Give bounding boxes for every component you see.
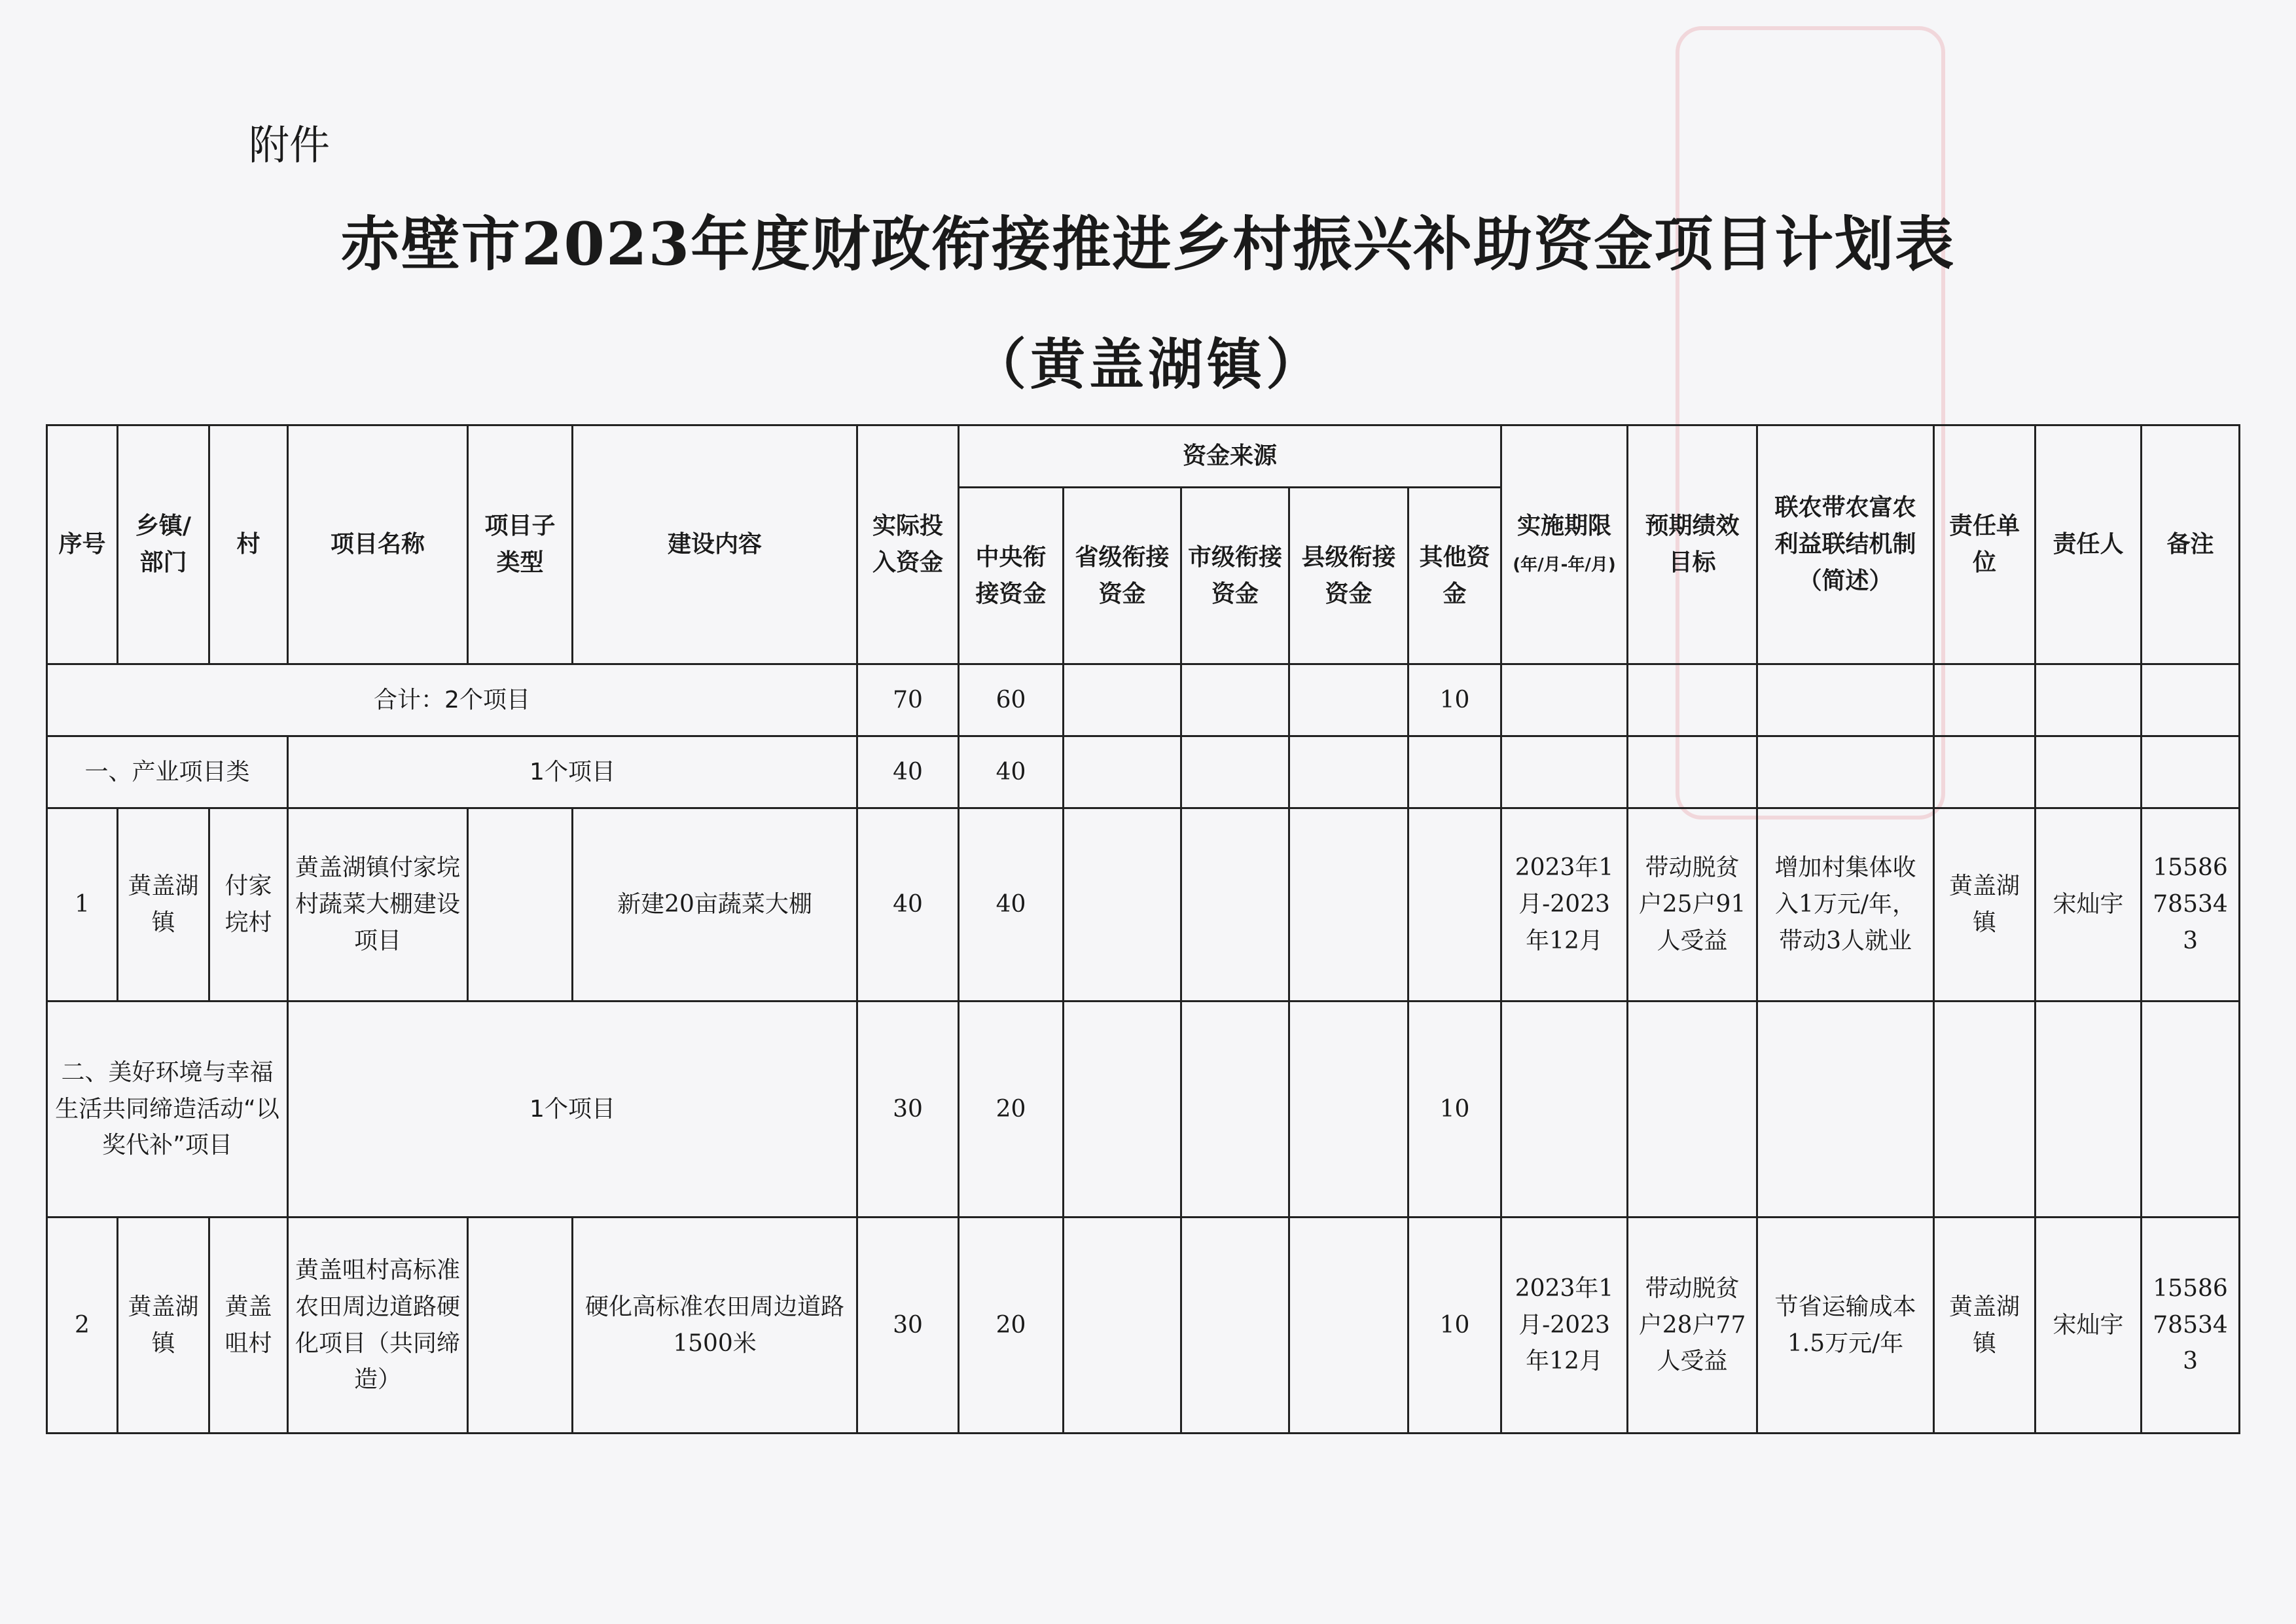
header-period-note: (年/月-年/月) bbox=[1513, 555, 1616, 575]
section-other: 10 bbox=[1408, 1001, 1501, 1218]
header-city: 市级衔接资金 bbox=[1181, 488, 1289, 664]
section-row bbox=[47, 1001, 2240, 1218]
section-provincial bbox=[1064, 736, 1181, 808]
section-city bbox=[1181, 1001, 1289, 1218]
section-central: 20 bbox=[959, 1001, 1064, 1218]
item-target: 带动脱贫户28户77人受益 bbox=[1628, 1218, 1757, 1434]
section-county bbox=[1289, 736, 1408, 808]
item-city bbox=[1181, 1218, 1289, 1434]
page-title: 赤壁市2023年度财政衔接推进乡村振兴补助资金项目计划表 bbox=[340, 209, 1956, 279]
item-mechanism: 节省运输成本1.5万元/年 bbox=[1757, 1218, 1934, 1434]
header-town: 乡镇/部门 bbox=[118, 425, 209, 664]
total-person bbox=[2036, 664, 2142, 736]
total-central: 60 bbox=[959, 664, 1064, 736]
item-name: 黄盖湖镇付家垸村蔬菜大棚建设项目 bbox=[288, 808, 468, 1001]
header-project-name: 项目名称 bbox=[288, 425, 468, 664]
total-county bbox=[1289, 664, 1408, 736]
item-other: 10 bbox=[1408, 1218, 1501, 1434]
total-mechanism bbox=[1757, 664, 1934, 736]
section-county bbox=[1289, 1001, 1408, 1218]
section-unit bbox=[1934, 1001, 2036, 1218]
item-unit: 黄盖湖镇 bbox=[1934, 1218, 2036, 1434]
header-remarks: 备注 bbox=[2142, 425, 2240, 664]
section-period bbox=[1501, 736, 1628, 808]
item-provincial bbox=[1064, 808, 1181, 1001]
header-target: 预期绩效目标 bbox=[1628, 425, 1757, 664]
total-remarks bbox=[2142, 664, 2240, 736]
header-person: 责任人 bbox=[2036, 425, 2142, 664]
item-provincial bbox=[1064, 1218, 1181, 1434]
header-fund-source: 资金来源 bbox=[959, 425, 1501, 488]
page-subtitle: （黄盖湖镇） bbox=[971, 332, 1325, 397]
section-person bbox=[2036, 736, 2142, 808]
section-other bbox=[1408, 736, 1501, 808]
item-other bbox=[1408, 808, 1501, 1001]
item-person: 宋灿宇 bbox=[2036, 1218, 2142, 1434]
item-subtype bbox=[468, 808, 573, 1001]
total-target bbox=[1628, 664, 1757, 736]
header-period bbox=[1501, 425, 1628, 664]
item-target: 带动脱贫户25户91人受益 bbox=[1628, 808, 1757, 1001]
item-mechanism: 增加村集体收入1万元/年，带动3人就业 bbox=[1757, 808, 1934, 1001]
item-village: 付家垸村 bbox=[209, 808, 288, 1001]
section-target bbox=[1628, 1001, 1757, 1218]
item-central: 40 bbox=[959, 808, 1064, 1001]
header-subtype: 项目子类型 bbox=[468, 425, 573, 664]
item-central: 20 bbox=[959, 1218, 1064, 1434]
section-period bbox=[1501, 1001, 1628, 1218]
section-target bbox=[1628, 736, 1757, 808]
item-actual: 30 bbox=[857, 1218, 959, 1434]
project-plan-table bbox=[46, 424, 2240, 1434]
item-subtype bbox=[468, 1218, 573, 1434]
total-label: 合计：2个项目 bbox=[47, 664, 857, 736]
item-seq: 2 bbox=[47, 1218, 118, 1434]
header-row-1 bbox=[47, 425, 2240, 488]
section-mechanism bbox=[1757, 1001, 1934, 1218]
item-town: 黄盖湖镇 bbox=[118, 1218, 209, 1434]
item-village: 黄盖咀村 bbox=[209, 1218, 288, 1434]
attachment-label: 附件 bbox=[249, 121, 331, 169]
section-central: 40 bbox=[959, 736, 1064, 808]
item-content: 硬化高标准农田周边道路1500米 bbox=[573, 1218, 857, 1434]
total-period bbox=[1501, 664, 1628, 736]
total-other: 10 bbox=[1408, 664, 1501, 736]
item-period: 2023年1月-2023年12月 bbox=[1501, 1218, 1628, 1434]
section-mechanism bbox=[1757, 736, 1934, 808]
table-row bbox=[47, 1218, 2240, 1434]
section-remarks bbox=[2142, 736, 2240, 808]
section-count: 1个项目 bbox=[288, 1001, 857, 1218]
item-period: 2023年1月-2023年12月 bbox=[1501, 808, 1628, 1001]
item-seq: 1 bbox=[47, 808, 118, 1001]
section-actual: 30 bbox=[857, 1001, 959, 1218]
header-unit: 责任单位 bbox=[1934, 425, 2036, 664]
header-central: 中央衔接资金 bbox=[959, 488, 1064, 664]
total-unit bbox=[1934, 664, 2036, 736]
item-unit: 黄盖湖镇 bbox=[1934, 808, 2036, 1001]
total-city bbox=[1181, 664, 1289, 736]
header-actual-investment: 实际投入资金 bbox=[857, 425, 959, 664]
item-town: 黄盖湖镇 bbox=[118, 808, 209, 1001]
section-unit bbox=[1934, 736, 2036, 808]
section-label: 二、美好环境与幸福生活共同缔造活动“以奖代补”项目 bbox=[47, 1001, 288, 1218]
header-village: 村 bbox=[209, 425, 288, 664]
item-person: 宋灿宇 bbox=[2036, 808, 2142, 1001]
item-remarks: 15586785343 bbox=[2142, 1218, 2240, 1434]
header-county: 县级衔接资金 bbox=[1289, 488, 1408, 664]
header-seq: 序号 bbox=[47, 425, 118, 664]
table-row bbox=[47, 808, 2240, 1001]
header-other: 其他资金 bbox=[1408, 488, 1501, 664]
section-remarks bbox=[2142, 1001, 2240, 1218]
header-mechanism: 联农带农富农利益联结机制（简述） bbox=[1757, 425, 1934, 664]
total-provincial bbox=[1064, 664, 1181, 736]
item-name: 黄盖咀村高标准农田周边道路硬化项目（共同缔造） bbox=[288, 1218, 468, 1434]
item-content: 新建20亩蔬菜大棚 bbox=[573, 808, 857, 1001]
item-actual: 40 bbox=[857, 808, 959, 1001]
item-remarks: 15586785343 bbox=[2142, 808, 2240, 1001]
section-person bbox=[2036, 1001, 2142, 1218]
section-count: 1个项目 bbox=[288, 736, 857, 808]
header-period-label: 实施期限 bbox=[1517, 513, 1612, 540]
item-county bbox=[1289, 1218, 1408, 1434]
total-actual: 70 bbox=[857, 664, 959, 736]
header-content: 建设内容 bbox=[573, 425, 857, 664]
item-county bbox=[1289, 808, 1408, 1001]
section-city bbox=[1181, 736, 1289, 808]
section-row bbox=[47, 736, 2240, 808]
total-row bbox=[47, 664, 2240, 736]
header-provincial: 省级衔接资金 bbox=[1064, 488, 1181, 664]
item-city bbox=[1181, 808, 1289, 1001]
section-actual: 40 bbox=[857, 736, 959, 808]
section-label: 一、产业项目类 bbox=[47, 736, 288, 808]
section-provincial bbox=[1064, 1001, 1181, 1218]
